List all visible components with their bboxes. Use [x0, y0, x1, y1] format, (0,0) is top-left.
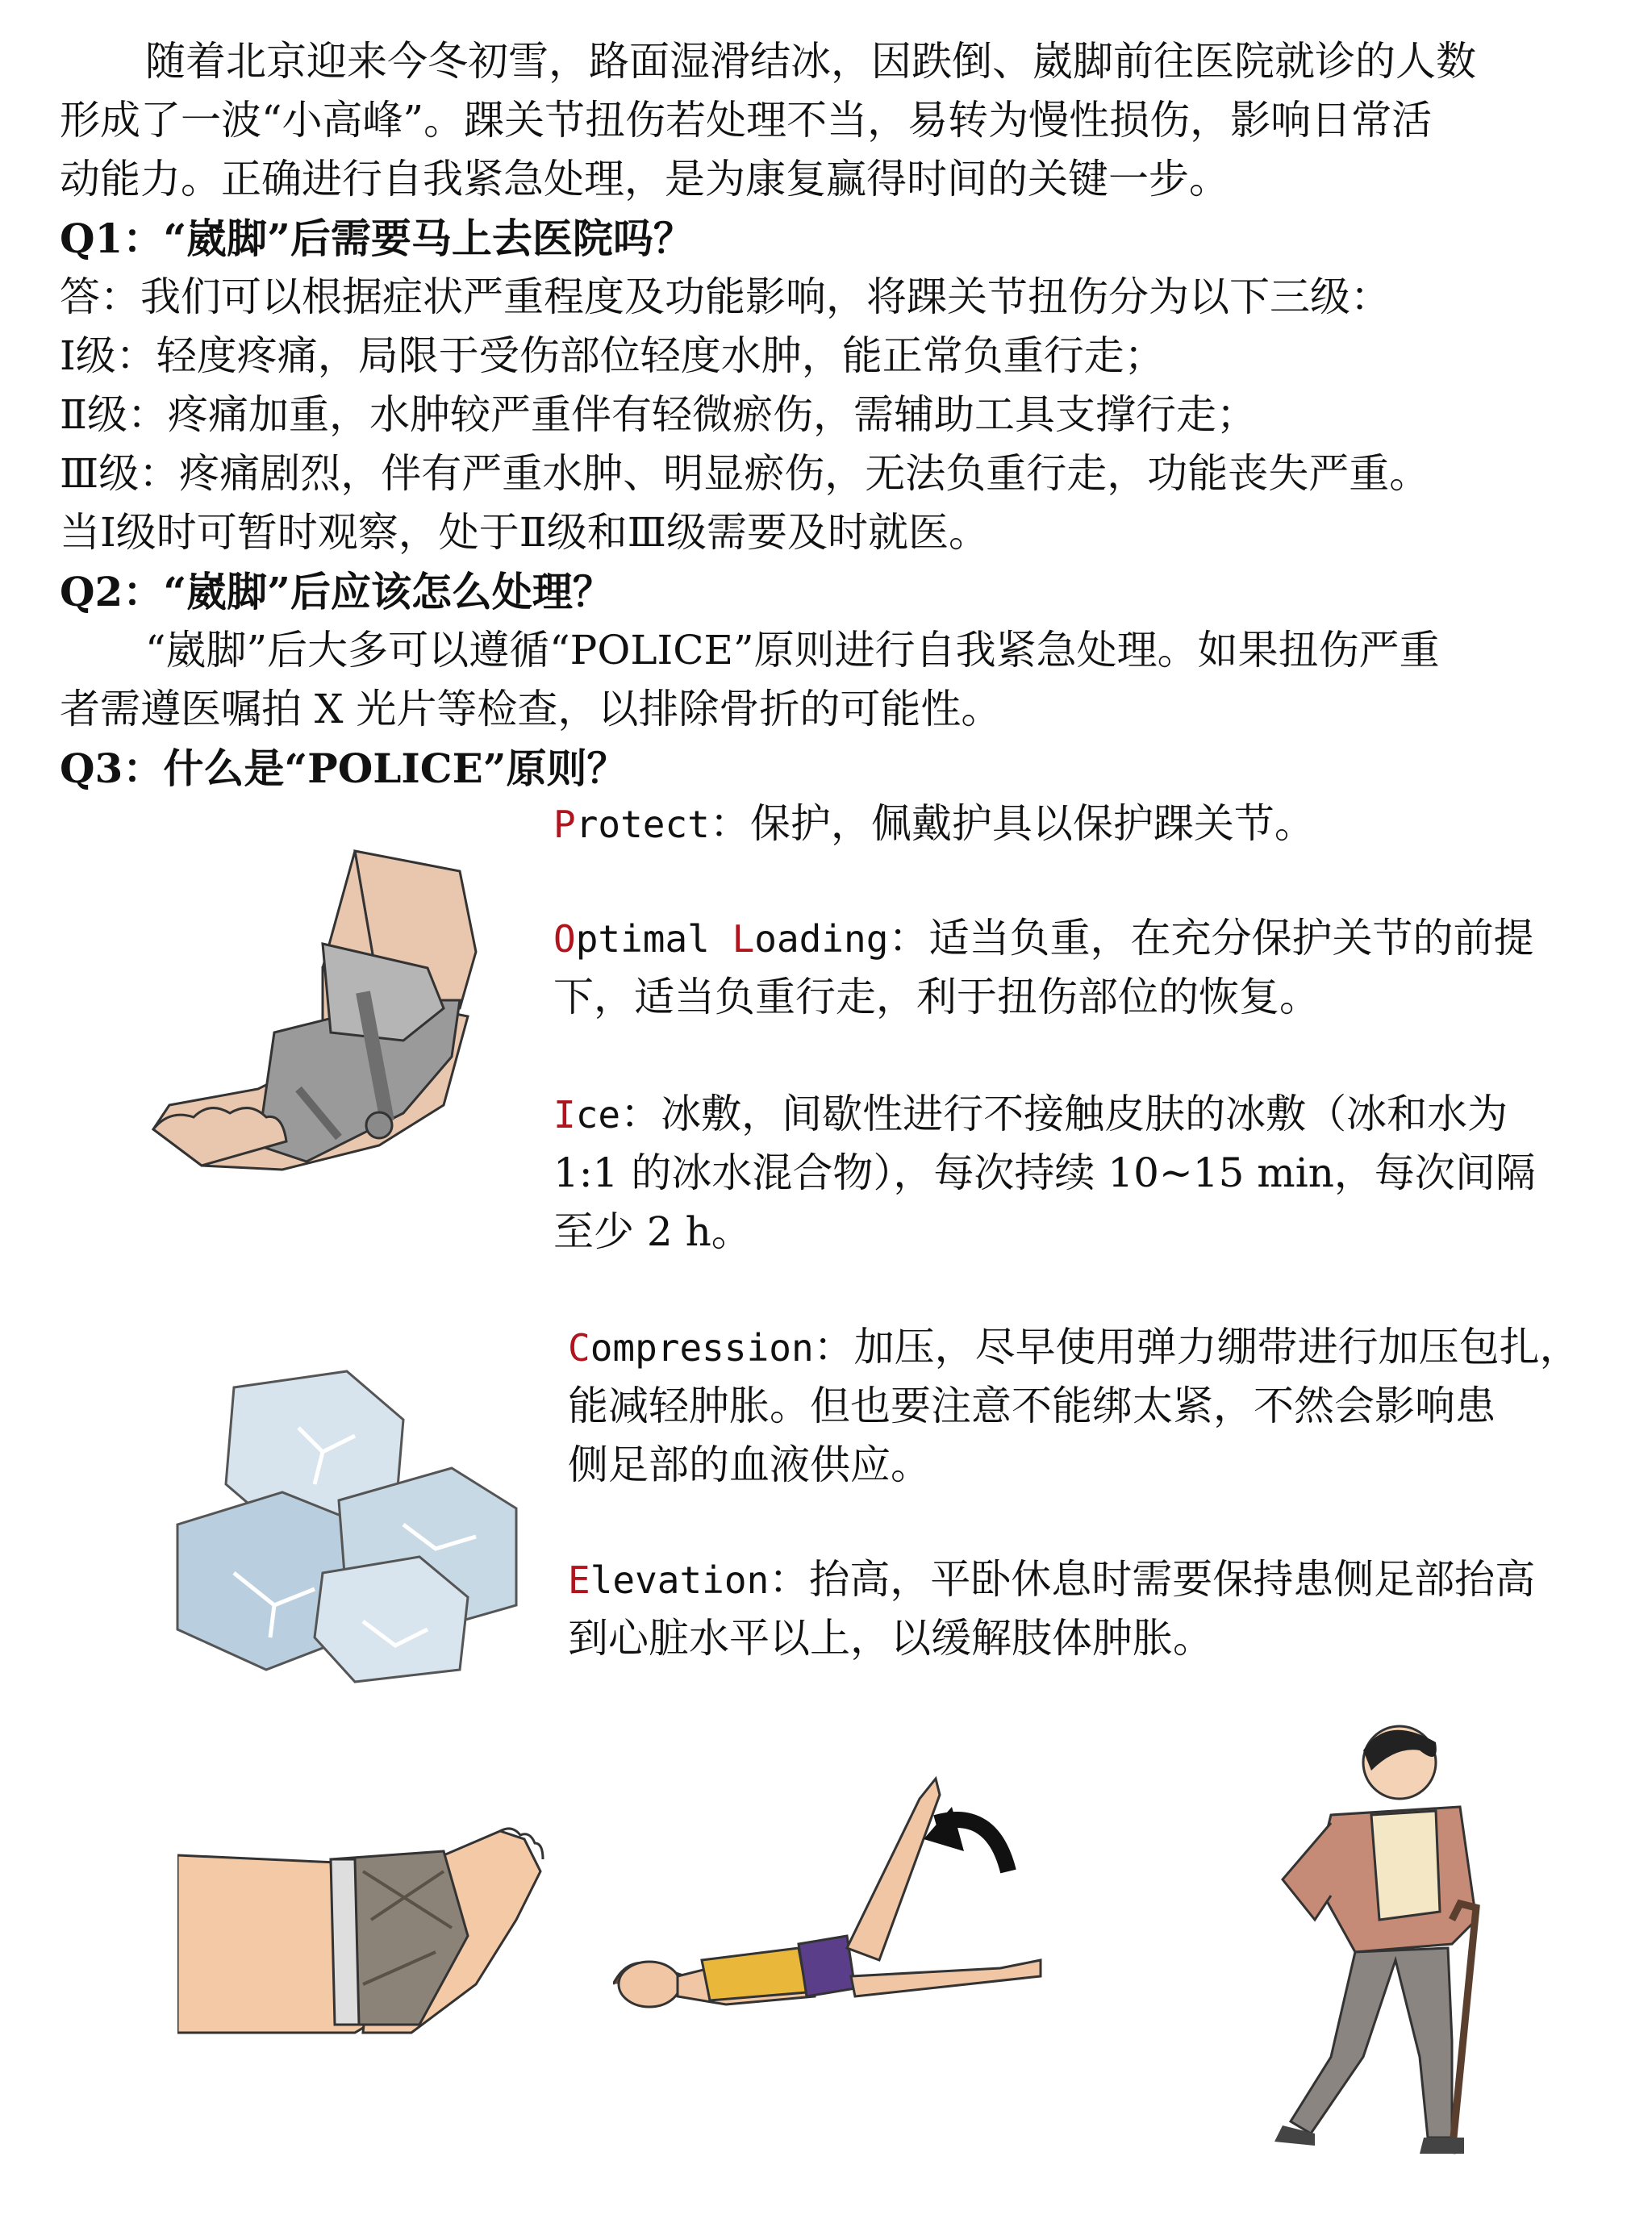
ice-item — [553, 1085, 1508, 1145]
elevation-text-line-2: 到心脏水平以上，以缓解肢体肿胀。 — [568, 1615, 1213, 1662]
compression-initial: C — [568, 1326, 590, 1370]
protect-text: ：保护，佩戴护具以保护踝关节。 — [709, 800, 1315, 847]
q3-heading: Q3：什么是“POLICE”原则？ — [60, 745, 628, 792]
q2-answer-line: 者需遵医嘱拍 X 光片等检查，以排除骨折的可能性。 — [60, 686, 1002, 732]
compression-word: ompression — [590, 1326, 814, 1370]
q1-answer-line: 当Ⅰ级时可暂时观察，处于Ⅱ级和Ⅲ级需要及时就医。 — [60, 509, 989, 556]
optimal-text-line-2: 下，适当负重行走，利于扭伤部位的恢复。 — [553, 974, 1320, 1020]
compression-text-line-3: 侧足部的血液供应。 — [568, 1441, 931, 1488]
protect-item — [553, 795, 1315, 854]
q1-answer-line: Ⅲ级：疼痛剧烈，伴有严重水肿、明显瘀伤，无法负重行走，功能丧失严重。 — [60, 450, 1430, 497]
q1-answer-line: Ⅱ级：疼痛加重，水肿较严重伴有轻微瘀伤，需辅助工具支撑行走； — [60, 391, 1257, 438]
protect-word: rotect — [575, 803, 710, 846]
bandaged-foot-illustration — [177, 1823, 557, 2065]
compression-item — [568, 1318, 1580, 1378]
optimal-text-line-1: ：适当负重，在充分保护关节的前提 — [888, 915, 1534, 962]
intro-line-3: 动能力。正确进行自我紧急处理，是为康复赢得时间的关键一步。 — [60, 156, 1229, 202]
ankle-brace-illustration — [137, 847, 484, 1194]
q1-answer-line: Ⅰ级：轻度疼痛，局限于受伤部位轻度水肿，能正常负重行走； — [60, 332, 1165, 379]
loading-initial: L — [732, 917, 755, 961]
ice-text-line-2: 1:1 的冰水混合物），每次持续 10~15 min，每次间隔 — [553, 1149, 1536, 1196]
protect-initial: P — [553, 803, 576, 846]
compression-text-line-1: ：加压，尽早使用弹力绷带进行加压包扎， — [813, 1324, 1580, 1370]
elevation-text-line-1: ：抬高，平卧休息时需要保持患侧足部抬高 — [769, 1556, 1536, 1603]
elevation-initial: E — [568, 1558, 590, 1602]
optimal-initial: O — [553, 917, 576, 961]
ice-cubes-illustration — [161, 1363, 549, 1686]
elevation-item — [568, 1550, 1535, 1610]
ice-initial: I — [553, 1093, 576, 1137]
compression-text-line-2: 能减轻肿胀。但也要注意不能绑太紧，不然会影响患 — [568, 1383, 1496, 1429]
ice-text-line-3: 至少 2 h。 — [553, 1208, 752, 1255]
ice-word: ce — [575, 1093, 621, 1137]
leg-elevation-illustration — [613, 1775, 1049, 2041]
intro-line-2: 形成了一波“小高峰”。踝关节扭伤若处理不当，易转为慢性损伤，影响日常活 — [60, 97, 1433, 144]
loading-word: oading — [754, 917, 889, 961]
optimal-loading-item — [553, 909, 1533, 969]
q1-heading: Q1：“崴脚”后需要马上去医院吗？ — [60, 215, 694, 262]
elevation-word: levation — [590, 1558, 770, 1602]
intro-line-1: 随着北京迎来今冬初雪，路面湿滑结冰，因跌倒、崴脚前往医院就诊的人数 — [145, 38, 1476, 85]
q2-heading: Q2：“崴脚”后应该怎么处理？ — [60, 568, 613, 615]
optimal-word: ptimal — [575, 917, 732, 961]
ice-text-line-1: ：冰敷，间歇性进行不接触皮肤的冰敷（冰和水为 — [620, 1091, 1508, 1137]
walking-cane-illustration — [1234, 1718, 1500, 2170]
q1-answer-line: 答：我们可以根据症状严重程度及功能影响，将踝关节扭伤分为以下三级： — [60, 273, 1391, 320]
q2-answer-line: “崴脚”后大多可以遵循“POLICE”原则进行自我紧急处理。如果扭伤严重 — [145, 627, 1440, 674]
